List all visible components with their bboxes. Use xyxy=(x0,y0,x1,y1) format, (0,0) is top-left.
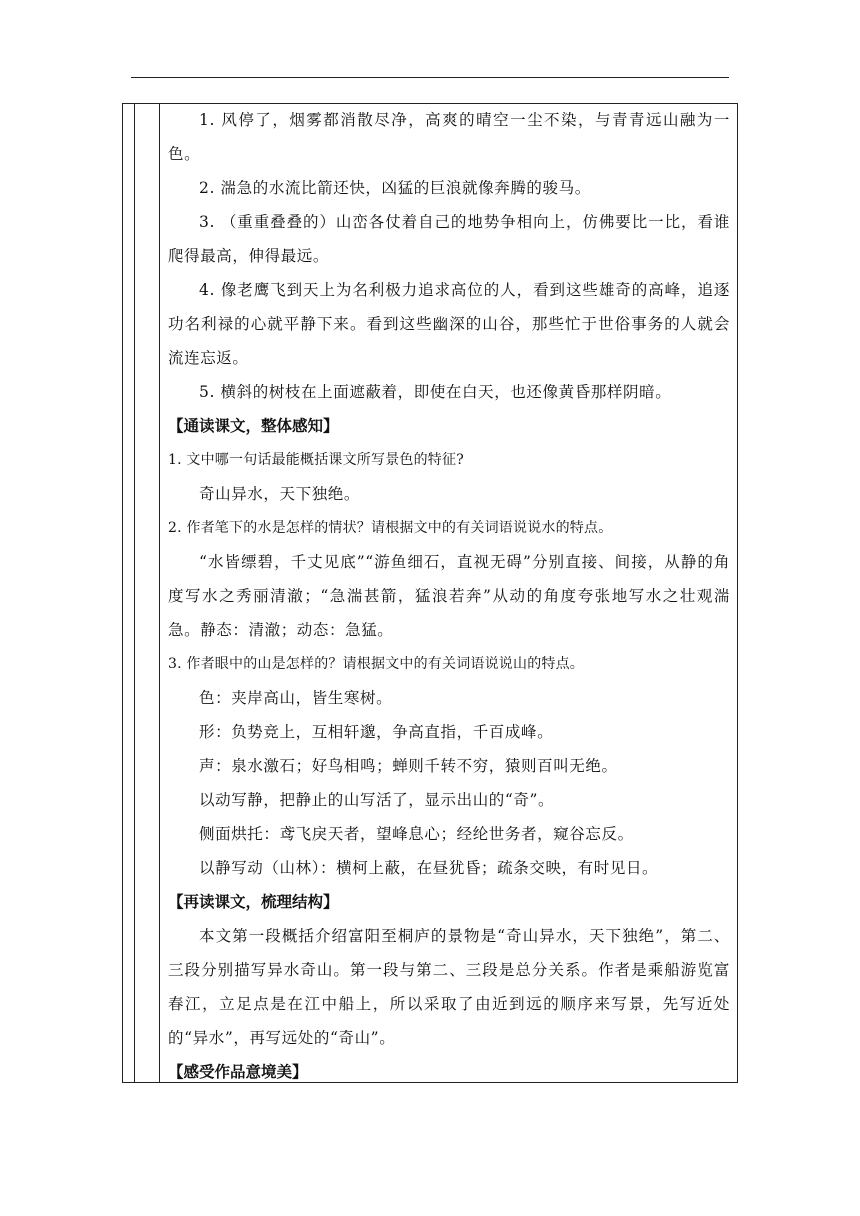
answer-3-sound: 声：泉水激石；好鸟相鸣；蝉则千转不穷，猿则百叫无绝。 xyxy=(199,757,618,775)
table-content-cell xyxy=(168,103,730,1089)
translation-5: 5. 横斜的树枝在上面遮蔽着，即使在白天，也还像黄昏那样阴暗。 xyxy=(199,383,672,401)
question-2: 2. 作者笔下的水是怎样的情状？请根据文中的有关词语说说水的特点。 xyxy=(168,520,613,536)
table-column-label xyxy=(135,103,160,1083)
section-heading-structure: 【再读课文，梳理结构】 xyxy=(168,893,339,911)
answer-3-motion: 以动写静，把静止的山写活了，显示出山的“奇”。 xyxy=(199,791,555,809)
question-1: 1. 文中哪一句话最能概括课文所写景色的特征? xyxy=(168,452,464,468)
translation-4: 4. 像老鹰飞到天上为名利极力追求高位的人，看到这些雄奇的高峰，追逐功名利禄的心就平静下来。看到这些幽深的山谷，那些忙于世俗事务的人就会流连忘返。 xyxy=(168,281,730,367)
answer-3-color: 色：夹岸高山，皆生寒树。 xyxy=(199,689,393,707)
header-rule xyxy=(131,77,729,78)
structure-body: 本文第一段概括介绍富阳至桐庐的景物是“奇山异水，天下独绝”，第二、三段分别描写异水奇山。第一段与第二、三段是总分关系。作者是乘船游览富春江，立足点是在江中船上，所以采取了由近到远的顺序来写景，先写近处的“异水”，再写远处的“奇山”。 xyxy=(168,927,730,1047)
question-3: 3. 作者眼中的山是怎样的？请根据文中的有关词语说说山的特点。 xyxy=(168,656,585,672)
answer-3-contrast: 侧面烘托：鸢飞戾天者，望峰息心；经纶世务者，窥谷忘反。 xyxy=(199,825,634,843)
translation-1: 1. 风停了，烟雾都消散尽净，高爽的晴空一尘不染，与青青远山融为一色。 xyxy=(168,111,730,163)
section-heading-mood: 【感受作品意境美】 xyxy=(168,1063,308,1081)
translation-2: 2. 湍急的水流比箭还快，凶猛的巨浪就像奔腾的骏马。 xyxy=(199,179,591,197)
translation-3: 3. （重重叠叠的）山峦各仗着自己的地势争相向上，仿佛要比一比，看谁爬得最高，伸得最远。 xyxy=(168,213,730,265)
answer-1: 奇山异水，天下独绝。 xyxy=(199,485,361,503)
answer-3-stillness: 以静写动（山林）：横柯上蔽，在昼犹昏；疏条交映，有时见日。 xyxy=(199,859,659,877)
table-column-narrow xyxy=(122,103,135,1083)
answer-2: “水皆缥碧，千丈见底”“游鱼细石，直视无碍”分别直接、间接，从静的角度写水之秀丽清澈；“急湍甚箭，猛浪若奔”从动的角度夸张地写水之壮观湍急。静态：清澈；动态：急猛。 xyxy=(168,553,730,639)
section-heading-overall: 【通读课文，整体感知】 xyxy=(168,417,339,435)
answer-3-shape: 形：负势竞上，互相轩邈，争高直指，千百成峰。 xyxy=(199,723,554,741)
